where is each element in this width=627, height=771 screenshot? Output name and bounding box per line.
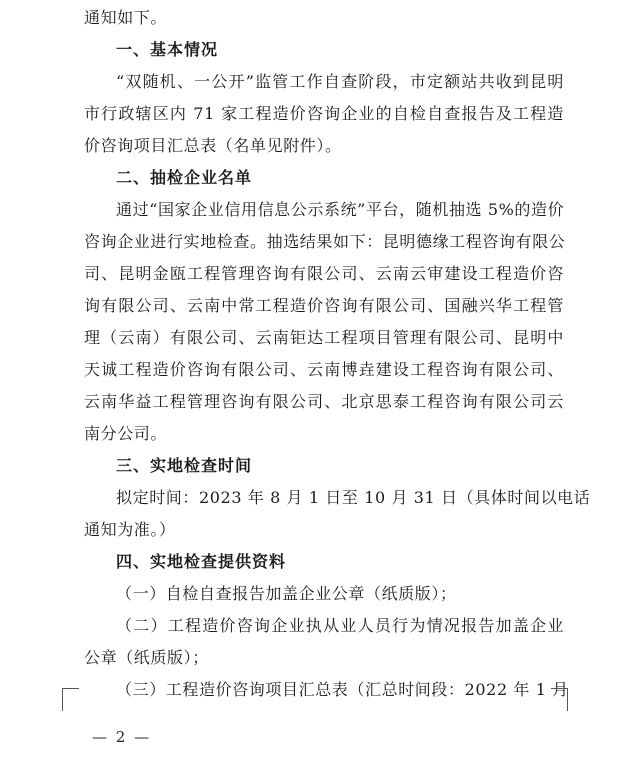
paragraph-line: “双随机、一公开”监管工作自查阶段，市定额站共收到昆明 [116,72,564,91]
crop-mark-left [62,688,79,711]
paragraph-line: 云南华益工程管理咨询有限公司、北京思泰工程咨询有限公司云 [84,392,564,411]
list-item: （一）自检自查报告加盖企业公章（纸质版）； [116,584,457,603]
list-item: （二）工程造价咨询企业执从业人员行为情况报告加盖企业 [116,616,564,635]
paragraph-line: 通过“国家企业信用信息公示系统”平台，随机抽选 5%的造价 [116,200,565,219]
text-line: 通知如下。 [84,8,168,27]
section-heading-basic: 一、基本情况 [116,40,219,59]
paragraph-line: 价咨询项目汇总表（名单见附件）。 [84,136,342,155]
page-number: — 2 — [92,728,152,746]
paragraph-line: 咨询企业进行实地检查。抽选结果如下：昆明德缘工程咨询有限公 [84,232,566,251]
paragraph-line: 询有限公司、云南中常工程造价咨询有限公司、国融兴华工程管 [84,296,564,315]
section-heading-enterprises: 二、抽检企业名单 [116,168,253,187]
list-item: （三）工程造价咨询项目汇总表（汇总时间段：2022 年 1 月 [116,680,569,699]
paragraph-line: 天诚工程造价咨询有限公司、云南博垚建设工程咨询有限公司、 [84,360,564,379]
section-heading-materials: 四、实地检查提供资料 [116,552,287,571]
list-item-continuation: 公章（纸质版）； [84,648,209,667]
paragraph-line: 南分公司。 [84,424,168,443]
crop-mark-right [551,688,568,711]
paragraph-line: 理（云南）有限公司、云南钜达工程项目管理有限公司、昆明中 [84,328,564,347]
paragraph-line: 司、昆明金瓯工程管理咨询有限公司、云南云审建设工程造价咨 [84,264,564,283]
paragraph-line: 拟定时间：2023 年 8 月 1 日至 10 月 31 日（具体时间以电话 [116,488,591,507]
section-heading-time: 三、实地检查时间 [116,456,253,475]
paragraph-line: 通知为准。） [84,520,176,539]
paragraph-line: 市行政辖区内 71 家工程造价咨询企业的自检自查报告及工程造 [84,104,564,123]
